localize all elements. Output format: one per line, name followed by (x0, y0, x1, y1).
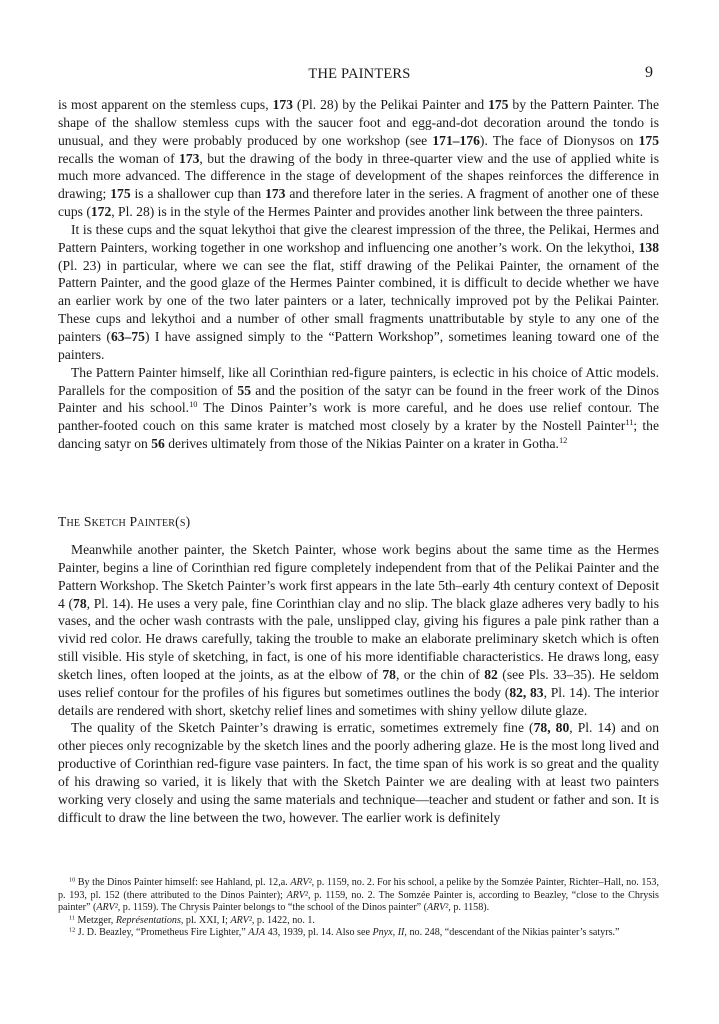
paragraph-4: Meanwhile another painter, the Sketch Painter, whose work begins about the same time as the Hermes Painter, begins a line of Corinthian red figure completely independent from that of the Pelikai Painter and the Pattern Workshop. The Sketch Painter’s work first appears in the late 5th–early 4th century context of Deposit 4 (78, Pl. 14). He uses a very pale, fine Corinthian clay and no slip. The black glaze adheres very badly to his vases, and the ocher wash contrasts with the pale, unslipped clay, giving his figures a pale pink rather than a vivid red color. He draws carefully, taking the trouble to make an elaborate preliminary sketch which is often still visible. His style of sketching, in fact, is one of his more identifiable characteristics. He draws long, easy sketch lines, often looped at the joints, as at the elbow of 78, or the chin of 82 (see Pls. 33–35). He seldom uses relief contour for the profiles of his figures but sometimes outlines the body (82, 83, Pl. 14). The interior details are rendered with short, sketchy relief lines and sometimes with shiny yellow dilute glaze. (58, 542, 659, 718)
section-heading: The Sketch Painter(s) (58, 514, 191, 529)
footnote-12: $^{12}$ J. D. Beazley, “Prometheus Fire Lighter,” AJA 43, 1939, pl. 14. Also see Pnyx, II, no. 248, “descendant of the Nikias painter’s satyrs.” (69, 926, 620, 938)
footnote-ref-10: 10 (189, 399, 198, 410)
paragraph-5: The quality of the Sketch Painter’s drawing is erratic, sometimes extremely fine (78, 80, Pl. 14) and on other pieces only recognizable by the sketch lines and the poorly adhering glaze. He is the most long lived and productive of Corinthian red-figure vase painters. In fact, the time span of his work is so great and the quality of his drawing so varied, it is likely that with the Sketch Painter we are dealing with at least two painters working very closely and using the same materials and technique—teacher and student or father and son. It is difficult to draw the line between the two, however. The earlier work is definitely (58, 720, 659, 825)
paragraph-3: The Pattern Painter himself, like all Corinthian red-figure painters, is eclectic in his choice of Attic models. Parallels for the composition of 55 and the position of the satyr can be found in the freer work of the Dinos Painter and his school.$^{10}$ The Dinos Painter’s work is more careful, and he does use relief contour. The panther-footed couch on this same krater is matched most closely by a krater by the Nostell Painter$^{11}$; the dancing satyr on 56 derives ultimately from those of the Nikias Painter on a krater in Gotha.$^{12}$ (58, 364, 660, 452)
running-head: THE PAINTERS (308, 66, 411, 82)
page-number: 9 (645, 64, 653, 81)
paragraph-2: It is these cups and the squat lekythoi that give the clearest impression of the three, the Pelikai, Hermes and Pattern Painters, working together in one workshop and influencing one another’s work. On the lekythoi, 138 (Pl. 23) in particular, where we can see the flat, stiff drawing of the Pelikai Painter, the ornament of the Pattern Painter, and the good glaze of the Hermes Painter combined, it is difficult to decide whether we have an earlier work by one of the two later painters or a later, technically improved pot by the Pelikai Painter. These cups and lekythoi and a number of other small fragments unattributable by style to any one of the painters (63–75) I have assigned simply to the “Pattern Workshop”, sometimes leaning toward one of the painters. (58, 221, 659, 362)
footnote-ref-12: 12 (558, 434, 568, 445)
body-text-upper (58, 96, 659, 453)
footnote-10: $^{10}$ By the Dinos Painter himself: see Hahland, pl. 12,a. ARV², p. 1159, no. 2. For his school, a pelike by the Somzée Painter, Richter–Hall, no. 153, p. 193, pl. 152 (there attributed to the Dinos Painter); ARV², p. 1159, no. 2. The Somzée Painter is, according to Beazley, “close to the Chrysis painter” (ARV², p. 1159). The Chrysis Painter belongs to “the school of the Dinos painter” (ARV², p. 1158). (58, 876, 660, 913)
footnote-ref-11: 11 (625, 417, 634, 428)
footnotes (58, 877, 659, 940)
paragraph-1: is most apparent on the stemless cups, 173 (Pl. 28) by the Pelikai Painter and 175 by the Pattern Painter. The shape of the shallow stemless cups with the saucer foot and egg-and-dot decoration around the tondo is unusual, and they were probably produced by one workshop (see 171–176). The face of Dionysos on 175 recalls the woman of 173, but the drawing of the body in three-quarter view and the use of applied white is much more advanced. The difference in the stage of development of the shapes reinforces the difference in drawing; 175 is a shallower cup than 173 and therefore later in the series. A fragment of another one of these cups (172, Pl. 28) is in the style of the Hermes Painter and provides another link between the three painters. (58, 97, 660, 220)
footnote-11: $^{11}$ Metzger, Représentations, pl. XXI, I; ARV², p. 1422, no. 1. (69, 913, 315, 926)
body-text-lower (58, 541, 659, 827)
